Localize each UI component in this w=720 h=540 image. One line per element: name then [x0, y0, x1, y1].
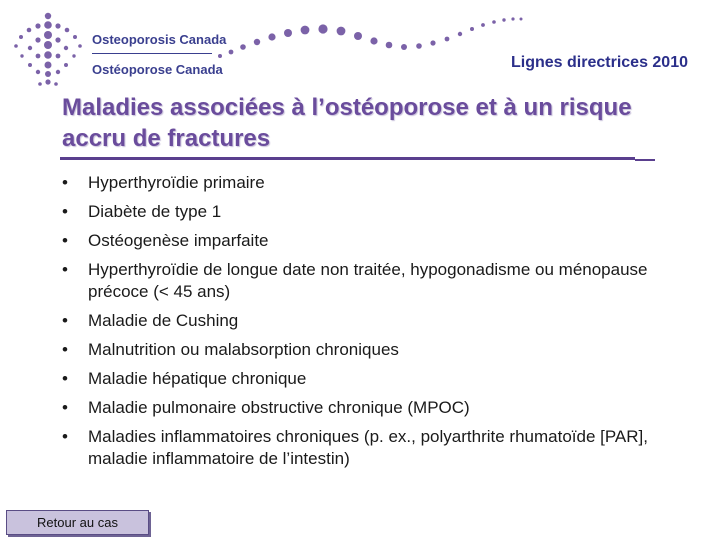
title-underline-tail	[635, 159, 655, 161]
bullet-icon: •	[62, 202, 68, 221]
bullet-icon: •	[62, 260, 68, 279]
bullet-icon: •	[62, 398, 68, 417]
bullet-icon: •	[62, 311, 68, 330]
list-item-text: Hyperthyroïdie de longue date non traitée, hypogonadisme ou ménopause précoce (< 45 ans)	[88, 260, 648, 301]
list-item-text: Maladie hépatique chronique	[88, 369, 307, 388]
list-item	[62, 397, 652, 419]
list-item-text: Maladie pulmonaire obstructive chronique (MPOC)	[88, 398, 470, 417]
title-underline	[60, 157, 635, 160]
list-item	[62, 230, 652, 252]
bullet-icon: •	[62, 427, 68, 446]
bullet-icon: •	[62, 231, 68, 250]
org-name-fr: Ostéoporose Canada	[92, 62, 223, 77]
bullet-icon: •	[62, 340, 68, 359]
organization-logo	[8, 10, 228, 100]
list-item	[62, 201, 652, 223]
bullet-icon: •	[62, 369, 68, 388]
org-name-en: Osteoporosis Canada	[92, 32, 227, 47]
list-item-text: Maladies inflammatoires chroniques (p. ex., polyarthrite rhumatoïde [PAR], maladie inflammatoire de l’intestin)	[88, 427, 648, 468]
dotted-figure-logo-icon	[8, 10, 88, 92]
org-name-divider	[92, 53, 212, 54]
condition-list	[62, 172, 652, 477]
list-item-text: Ostéogenèse imparfaite	[88, 231, 269, 250]
list-item	[62, 259, 652, 303]
list-item-text: Diabète de type 1	[88, 202, 222, 221]
slide-title: Maladies associées à l’ostéoporose et à un risque accru de fractures	[62, 94, 632, 152]
bullet-icon: •	[62, 173, 68, 192]
list-item	[62, 426, 652, 470]
decorative-dots-arc-icon	[215, 12, 535, 62]
list-item	[62, 310, 652, 332]
list-item-text: Malnutrition ou malabsorption chroniques	[88, 340, 399, 359]
guidelines-label: Lignes directrices 2010	[511, 54, 688, 71]
back-to-case-button[interactable]: Retour au cas	[6, 510, 149, 535]
list-item-text: Hyperthyroïdie primaire	[88, 173, 265, 192]
list-item	[62, 368, 652, 390]
list-item	[62, 172, 652, 194]
list-item	[62, 339, 652, 361]
list-item-text: Maladie de Cushing	[88, 311, 239, 330]
